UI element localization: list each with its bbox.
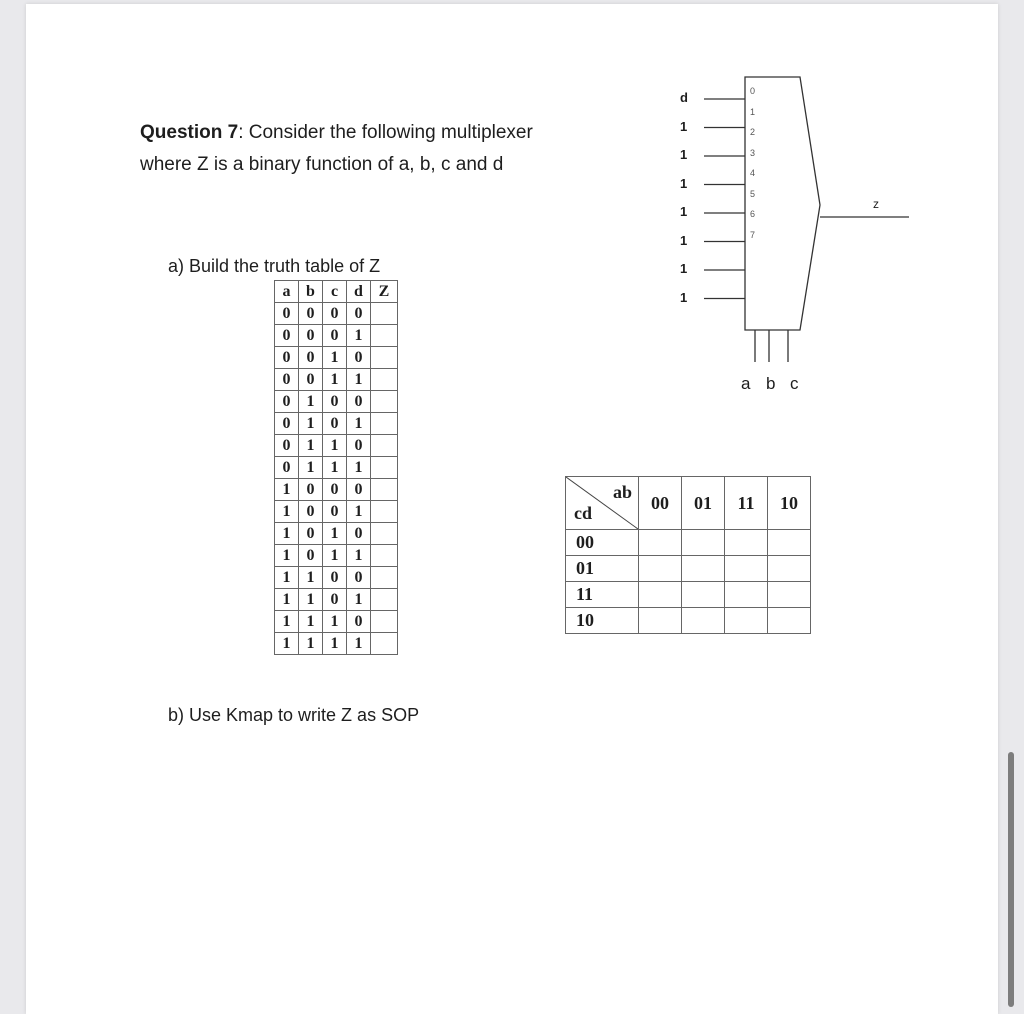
truth-table-cell: 1 [347,589,371,611]
z-output-cell[interactable] [371,501,398,523]
kmap-row [566,582,811,608]
question-label: Question 7 [140,122,239,143]
truth-table-row [275,633,398,655]
kmap-cell[interactable] [639,582,682,608]
mux-input-value: 1 [680,147,688,162]
z-output-cell[interactable] [371,303,398,325]
mux-body [745,77,820,330]
truth-table-cell: 1 [299,391,323,413]
truth-table-cell: 0 [275,347,299,369]
z-output-cell[interactable] [371,435,398,457]
truth-table-cell: 1 [275,567,299,589]
truth-table-cell: 1 [347,545,371,567]
select-label-b: b [766,374,776,393]
truth-table-cell: 1 [347,501,371,523]
truth-table-cell: 0 [275,457,299,479]
mux-input-value: 1 [680,118,688,134]
kmap-cell[interactable] [768,556,811,582]
truth-table-header [275,281,398,303]
truth-table-cell: 0 [299,325,323,347]
truth-table-cell: 0 [275,325,299,347]
multiplexer-diagram [660,70,920,400]
kmap-cell[interactable] [639,556,682,582]
truth-table-row [275,523,398,545]
truth-table-cell: 1 [299,589,323,611]
truth-table-cell: 1 [275,633,299,655]
truth-table-cell: 1 [323,435,347,457]
header-a: a [275,281,299,303]
kmap-col-01: 01 [682,477,725,530]
z-output-cell[interactable] [371,325,398,347]
z-output-cell[interactable] [371,413,398,435]
z-output-cell[interactable] [371,611,398,633]
truth-table-cell: 0 [323,413,347,435]
kmap-cell[interactable] [682,530,725,556]
kmap-col-11: 11 [725,477,768,530]
truth-table-cell: 0 [299,501,323,523]
mux-input-index: 4 [750,168,756,178]
select-label-a: a [741,374,751,393]
truth-table-cell: 0 [347,391,371,413]
z-output-cell[interactable] [371,457,398,479]
truth-table-cell: 0 [299,369,323,391]
z-output-cell[interactable] [371,633,398,655]
truth-table-row [275,369,398,391]
truth-table-row [275,457,398,479]
truth-table-row [275,589,398,611]
kmap-row-00: 00 [566,530,639,556]
mux-input-index: 7 [750,229,756,240]
kmap-cell[interactable] [725,530,768,556]
kmap-cell[interactable] [768,608,811,634]
truth-table-cell: 1 [275,479,299,501]
z-output-cell[interactable] [371,369,398,391]
select-label-c: c [790,374,799,393]
kmap-ab-label: ab [612,482,632,502]
question-text: : Consider the following multiplexer [238,122,533,143]
kmap-cd-label: cd [574,503,592,523]
karnaugh-map [565,476,811,634]
kmap-cell[interactable] [682,556,725,582]
truth-table-cell: 1 [299,413,323,435]
truth-table-row [275,545,398,567]
truth-table-cell: 0 [275,369,299,391]
mux-input-index: 3 [750,147,756,158]
truth-table-cell: 0 [299,479,323,501]
truth-table-cell: 0 [323,391,347,413]
truth-table-cell: 1 [299,567,323,589]
truth-table-cell: 0 [347,611,371,633]
truth-table-row [275,347,398,369]
kmap-row-01: 01 [566,556,639,582]
truth-table-cell: 0 [347,567,371,589]
truth-table-row [275,413,398,435]
truth-table-cell: 1 [299,633,323,655]
truth-table-row [275,435,398,457]
header-z: Z [371,281,398,303]
kmap-header-row [566,477,811,530]
kmap-col-00: 00 [639,477,682,530]
truth-table-cell: 1 [275,589,299,611]
mux-output-label: z [873,197,879,211]
kmap-row [566,530,811,556]
truth-table-cell: 1 [275,501,299,523]
kmap-row [566,608,811,634]
truth-table-cell: 0 [299,347,323,369]
kmap-cell[interactable] [725,556,768,582]
truth-table-cell: 1 [347,325,371,347]
header-d: d [347,281,371,303]
kmap-cell[interactable] [725,608,768,634]
truth-table-cell: 1 [275,611,299,633]
truth-table-row [275,611,398,633]
truth-table-cell: 1 [323,545,347,567]
truth-table-row [275,501,398,523]
mux-input-value: 1 [680,204,688,219]
truth-table-cell: 0 [299,545,323,567]
truth-table-cell: 1 [299,457,323,479]
kmap-cell[interactable] [725,582,768,608]
truth-table-row [275,391,398,413]
truth-table-cell: 0 [347,523,371,545]
truth-table-cell: 1 [347,633,371,655]
kmap-cell[interactable] [768,530,811,556]
truth-table-cell: 0 [275,303,299,325]
kmap-row-10: 10 [566,608,639,634]
truth-table-cell: 1 [323,523,347,545]
z-output-cell[interactable] [371,523,398,545]
truth-table-cell: 1 [323,611,347,633]
truth-table-cell: 1 [275,523,299,545]
truth-table-row [275,479,398,501]
kmap-cell[interactable] [639,608,682,634]
truth-table-cell: 1 [347,369,371,391]
truth-table-cell: 0 [347,479,371,501]
truth-table-cell: 0 [323,303,347,325]
z-output-cell[interactable] [371,545,398,567]
truth-table-cell: 0 [323,479,347,501]
truth-table-cell: 1 [347,413,371,435]
truth-table [274,280,398,655]
mux-input-value: d [680,90,688,105]
truth-table-cell: 0 [275,391,299,413]
part-a-prompt: a) Build the truth table of Z [168,256,381,276]
truth-table-cell: 1 [275,545,299,567]
header-c: c [323,281,347,303]
mux-input-value: 1 [680,261,688,276]
truth-table-cell: 1 [347,457,371,479]
z-output-cell[interactable] [371,347,398,369]
truth-table-cell: 0 [347,347,371,369]
truth-table-cell: 0 [323,567,347,589]
truth-table-cell: 0 [323,501,347,523]
truth-table-cell: 0 [275,435,299,457]
truth-table-cell: 0 [299,523,323,545]
kmap-cell[interactable] [682,608,725,634]
truth-table-cell: 1 [323,369,347,391]
part-b-prompt: b) Use Kmap to write Z as SOP [168,705,420,725]
vertical-scrollbar[interactable] [1008,752,1014,1007]
truth-table-cell: 0 [299,303,323,325]
z-output-cell[interactable] [371,567,398,589]
truth-table-cell: 1 [323,457,347,479]
header-b: b [299,281,323,303]
kmap-cell[interactable] [682,582,725,608]
truth-table-cell: 1 [299,435,323,457]
mux-input-index: 1 [750,106,756,117]
truth-table-cell: 0 [323,325,347,347]
truth-table-cell: 0 [347,303,371,325]
truth-table-cell: 1 [323,633,347,655]
mux-input-index: 5 [750,188,756,199]
truth-table-cell: 0 [275,413,299,435]
mux-input-index: 2 [750,127,756,137]
kmap-col-10: 10 [768,477,811,530]
truth-table-row [275,567,398,589]
truth-table-cell: 1 [299,611,323,633]
truth-table-row [275,303,398,325]
mux-input-value: 1 [680,232,688,248]
mux-input-value: 1 [680,175,688,191]
kmap-cell[interactable] [639,530,682,556]
truth-table-cell: 1 [323,347,347,369]
mux-input-index: 0 [750,86,756,96]
kmap-row [566,556,811,582]
kmap-cell[interactable] [768,582,811,608]
truth-table-cell: 0 [323,589,347,611]
z-output-cell[interactable] [371,589,398,611]
truth-table-row [275,325,398,347]
z-output-cell[interactable] [371,479,398,501]
mux-input-value: 1 [680,289,688,305]
question-line-1 [140,122,533,144]
z-output-cell[interactable] [371,391,398,413]
mux-input-lines [704,99,745,299]
truth-table-cell: 0 [347,435,371,457]
kmap-row-11: 11 [566,582,639,608]
question-line-2: where Z is a binary function of a, b, c and d [140,154,504,175]
mux-input-index: 6 [750,209,756,219]
kmap-corner [566,477,639,530]
